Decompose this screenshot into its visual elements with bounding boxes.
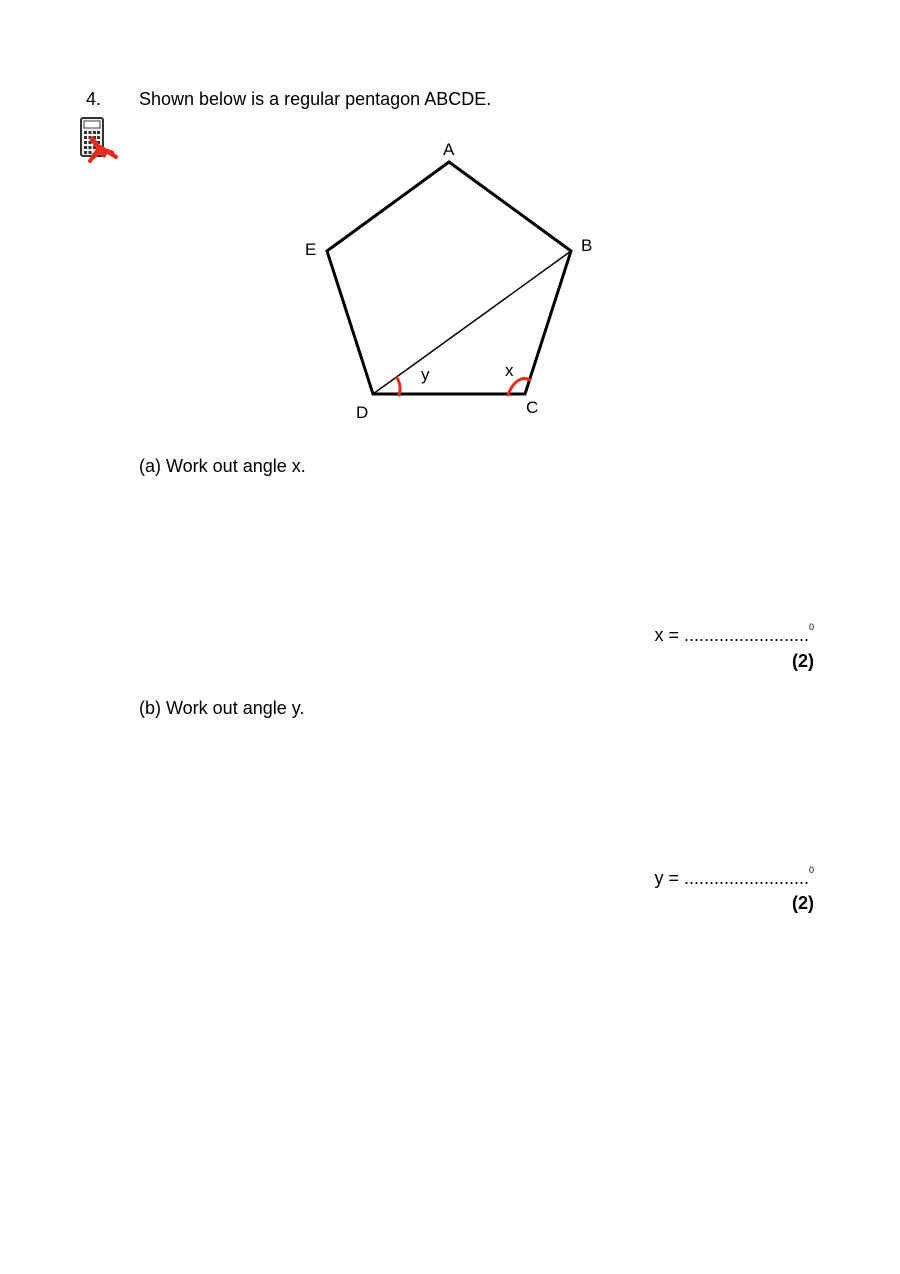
question-number: 4. — [86, 89, 102, 109]
no-calculator-icon — [78, 117, 120, 163]
vertex-label-a: A — [443, 140, 455, 159]
pentagon-diagram — [300, 135, 610, 425]
vertex-label-c: C — [526, 398, 539, 417]
degree-symbol: 0 — [808, 622, 814, 632]
part-b-answer-line[interactable] — [654, 865, 814, 889]
part-a-marks: (2) — [792, 651, 814, 671]
angle-label-y: y — [421, 365, 430, 384]
vertex-label-d: D — [356, 403, 369, 422]
part-b-prompt: (b) Work out angle y. — [139, 698, 305, 718]
angle-y-marker — [397, 378, 400, 395]
answer-prefix: y = — [654, 868, 684, 888]
part-b-marks: (2) — [792, 893, 814, 913]
answer-prefix: x = — [654, 625, 684, 645]
answer-dots: ......................... — [683, 868, 809, 888]
degree-symbol: 0 — [808, 865, 814, 875]
answer-dots: ......................... — [683, 625, 809, 645]
part-a-prompt: (a) Work out angle x. — [139, 456, 306, 476]
angle-label-x: x — [505, 361, 514, 380]
question-text: Shown below is a regular pentagon ABCDE. — [139, 89, 492, 109]
vertex-label-b: B — [581, 236, 593, 255]
vertex-label-e: E — [305, 240, 317, 259]
part-a-answer-line[interactable] — [654, 622, 814, 646]
diagonal-db — [373, 251, 571, 394]
